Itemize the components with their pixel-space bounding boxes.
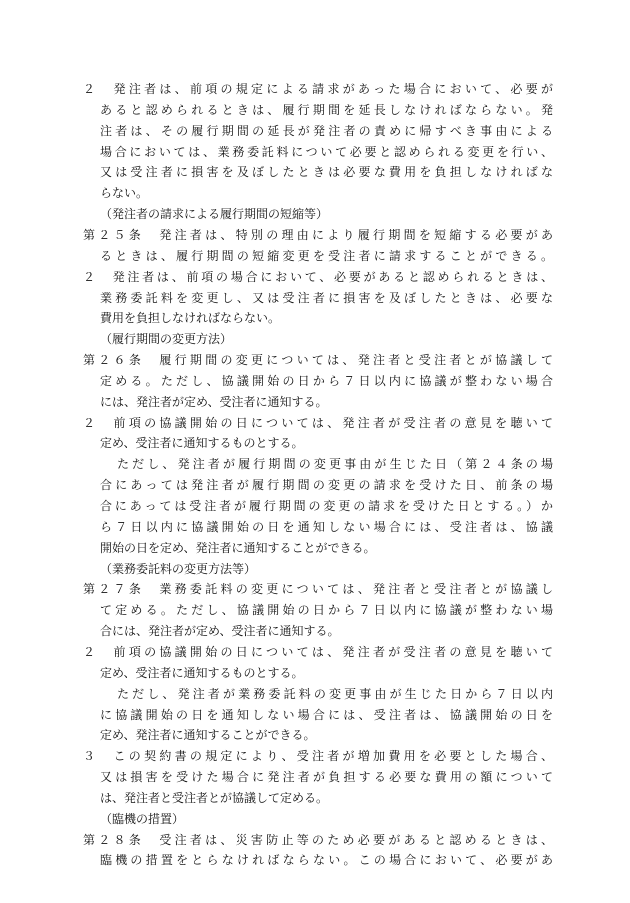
text-line: 合にあっては発注者が履行期間の変更の請求を受けた日、前条の場: [100, 478, 553, 493]
text-line: 第２６条 履行期間の変更については、発注者と受注者とが協議して: [83, 353, 553, 368]
text-line: は、発注者と受注者とが協議して定める。: [100, 790, 329, 805]
text-line: らない。: [100, 186, 149, 201]
text-line: 場合においては、業務委託料について必要と認められる変更を行い、: [100, 144, 553, 159]
text-line: て定める。ただし、協議開始の日から７日以内に協議が整わない場: [100, 603, 553, 618]
text-line: 臨機の措置をとらなければならない。この場合において、必要があ: [100, 853, 553, 868]
text-line: ２ 前項の協議開始の日については、発注者が受注者の意見を聴いて: [83, 644, 553, 659]
text-line: 第２５条 発注者は、特別の理由により履行期間を短縮する必要があ: [83, 227, 553, 242]
text-line: 第２８条 受注者は、災害防止等のため必要があると認めるときは、: [83, 832, 553, 847]
text-line: 定める。ただし、協議開始の日から７日以内に協議が整わない場合: [100, 373, 553, 388]
text-line: 定め、受注者に通知するものとする。: [100, 436, 304, 451]
text-line: に協議開始の日を通知しない場合には、受注者は、協議開始の日を: [100, 707, 553, 722]
text-line: （業務委託料の変更方法等）: [100, 561, 257, 576]
text-line: あると認められるときは、履行期間を延長しなければならない。発: [100, 102, 553, 117]
text-line: ２ 発注者は、前項の場合において、必要があると認められるときは、: [83, 269, 553, 284]
text-line: ただし、発注者が業務委託料の変更事由が生じた日から７日以内: [117, 686, 553, 701]
text-line: ３ この契約書の規定により、受注者が増加費用を必要とした場合、: [83, 749, 553, 764]
text-line: 業務委託料を変更し、又は受注者に損害を及ぼしたときは、必要な: [100, 290, 553, 305]
text-line: ２ 前項の協議開始の日については、発注者が受注者の意見を聴いて: [83, 415, 553, 430]
text-line: 又は損害を受けた場合に発注者が負担する必要な費用の額について: [100, 770, 553, 785]
text-line: ただし、発注者が履行期間の変更事由が生じた日（第２４条の場: [117, 457, 553, 472]
text-line: には、発注者が定め、受注者に通知する。: [100, 394, 328, 409]
text-line: （発注者の請求による履行期間の短縮等）: [100, 207, 329, 222]
text-line: （履行期間の変更方法）: [100, 332, 233, 347]
text-line: 第２７条 業務委託料の変更については、発注者と受注者とが協議し: [83, 582, 553, 597]
text-line: 又は受注者に損害を及ぼしたときは必要な費用を負担しなければな: [100, 165, 553, 180]
text-line: 開始の日を定め、発注者に通知することができる。: [100, 540, 376, 555]
text-line: 定め、発注者に通知することができる。: [100, 728, 316, 743]
text-line: 費用を負担しなければならない。: [100, 311, 281, 326]
text-line: 合にあっては受注者が履行期間の変更の請求を受けた日とする。）か: [100, 499, 553, 513]
text-line: 定め、受注者に通知するものとする。: [100, 665, 304, 680]
text-line: 合には、発注者が定め、受注者に通知する。: [100, 624, 340, 639]
text-line: 注者は、その履行期間の延長が発注者の責めに帰すべき事由による: [100, 123, 553, 138]
text-line: るときは、履行期間の短縮変更を受注者に請求することができる。: [100, 248, 553, 263]
text-line: ら７日以内に協議開始の日を通知しない場合には、受注者は、協議: [100, 519, 553, 534]
text-line: ２ 発注者は、前項の規定による請求があった場合において、必要が: [83, 82, 553, 96]
text-line: （臨機の措置）: [100, 811, 185, 826]
